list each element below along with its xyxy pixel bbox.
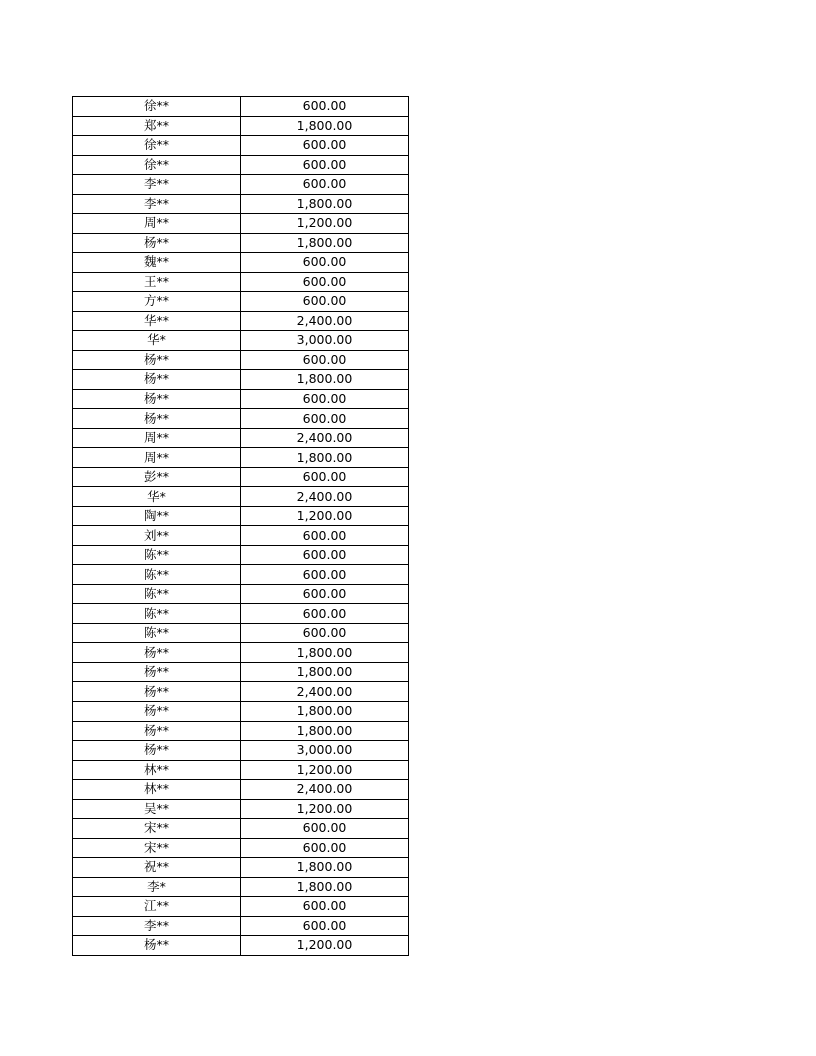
name-cell: 李** xyxy=(73,916,241,936)
table-row xyxy=(73,682,409,702)
name-cell: 杨** xyxy=(73,936,241,956)
amount-cell: 1,200.00 xyxy=(241,799,409,819)
name-cell: 江** xyxy=(73,897,241,917)
amount-cell: 600.00 xyxy=(241,526,409,546)
name-cell: 陈** xyxy=(73,604,241,624)
table-body xyxy=(73,97,409,956)
name-cell: 林** xyxy=(73,760,241,780)
amount-cell: 2,400.00 xyxy=(241,487,409,507)
table-row xyxy=(73,272,409,292)
amount-cell: 1,800.00 xyxy=(241,233,409,253)
table-row xyxy=(73,253,409,273)
table-row xyxy=(73,526,409,546)
table-row xyxy=(73,136,409,156)
name-cell: 华** xyxy=(73,311,241,331)
table-row xyxy=(73,643,409,663)
table-row xyxy=(73,936,409,956)
name-cell: 彭** xyxy=(73,467,241,487)
name-cell: 杨** xyxy=(73,233,241,253)
amount-cell: 600.00 xyxy=(241,545,409,565)
table-row xyxy=(73,741,409,761)
name-cell: 陶** xyxy=(73,506,241,526)
name-cell: 魏** xyxy=(73,253,241,273)
table-row xyxy=(73,701,409,721)
amount-cell: 2,400.00 xyxy=(241,311,409,331)
name-cell: 陈** xyxy=(73,565,241,585)
table-row xyxy=(73,194,409,214)
table-row xyxy=(73,780,409,800)
table-row xyxy=(73,175,409,195)
name-cell: 刘** xyxy=(73,526,241,546)
name-cell: 杨** xyxy=(73,721,241,741)
table-row xyxy=(73,838,409,858)
table-row xyxy=(73,819,409,839)
table-row xyxy=(73,877,409,897)
table-row xyxy=(73,623,409,643)
amount-cell: 600.00 xyxy=(241,604,409,624)
table-row xyxy=(73,916,409,936)
amount-cell: 600.00 xyxy=(241,897,409,917)
table-row xyxy=(73,233,409,253)
amount-cell: 3,000.00 xyxy=(241,331,409,351)
table-row xyxy=(73,858,409,878)
table-row xyxy=(73,604,409,624)
amount-cell: 1,200.00 xyxy=(241,214,409,234)
name-cell: 杨** xyxy=(73,370,241,390)
name-cell: 李* xyxy=(73,877,241,897)
table-row xyxy=(73,97,409,117)
name-cell: 陈** xyxy=(73,623,241,643)
name-cell: 徐** xyxy=(73,136,241,156)
table-row xyxy=(73,389,409,409)
name-cell: 吴** xyxy=(73,799,241,819)
table-row xyxy=(73,292,409,312)
name-cell: 杨** xyxy=(73,741,241,761)
name-cell: 陈** xyxy=(73,545,241,565)
name-cell: 宋** xyxy=(73,819,241,839)
table-row xyxy=(73,409,409,429)
name-cell: 林** xyxy=(73,780,241,800)
table-row xyxy=(73,311,409,331)
table-row xyxy=(73,448,409,468)
table-row xyxy=(73,487,409,507)
name-cell: 华* xyxy=(73,331,241,351)
table-row xyxy=(73,155,409,175)
name-amount-table xyxy=(72,96,409,956)
amount-cell: 2,400.00 xyxy=(241,682,409,702)
table-row xyxy=(73,662,409,682)
table-row xyxy=(73,545,409,565)
amount-cell: 1,200.00 xyxy=(241,760,409,780)
name-cell: 杨** xyxy=(73,389,241,409)
name-cell: 祝** xyxy=(73,858,241,878)
name-cell: 杨** xyxy=(73,350,241,370)
name-cell: 周** xyxy=(73,214,241,234)
amount-cell: 600.00 xyxy=(241,350,409,370)
amount-cell: 600.00 xyxy=(241,584,409,604)
name-cell: 陈** xyxy=(73,584,241,604)
name-cell: 徐** xyxy=(73,97,241,117)
amount-cell: 600.00 xyxy=(241,916,409,936)
name-cell: 杨** xyxy=(73,662,241,682)
amount-cell: 600.00 xyxy=(241,819,409,839)
name-cell: 李** xyxy=(73,194,241,214)
name-cell: 宋** xyxy=(73,838,241,858)
table-row xyxy=(73,506,409,526)
table-row xyxy=(73,370,409,390)
amount-cell: 600.00 xyxy=(241,623,409,643)
name-cell: 王** xyxy=(73,272,241,292)
amount-cell: 600.00 xyxy=(241,175,409,195)
amount-cell: 1,800.00 xyxy=(241,877,409,897)
name-cell: 徐** xyxy=(73,155,241,175)
amount-cell: 1,800.00 xyxy=(241,194,409,214)
table-row xyxy=(73,565,409,585)
name-cell: 杨** xyxy=(73,409,241,429)
amount-cell: 600.00 xyxy=(241,838,409,858)
amount-cell: 600.00 xyxy=(241,292,409,312)
table-row xyxy=(73,897,409,917)
table-row xyxy=(73,214,409,234)
table-row xyxy=(73,760,409,780)
table-row xyxy=(73,428,409,448)
amount-cell: 600.00 xyxy=(241,97,409,117)
name-cell: 郑** xyxy=(73,116,241,136)
amount-cell: 1,800.00 xyxy=(241,448,409,468)
amount-cell: 1,800.00 xyxy=(241,116,409,136)
table-row xyxy=(73,331,409,351)
amount-cell: 600.00 xyxy=(241,253,409,273)
table-row xyxy=(73,799,409,819)
amount-cell: 600.00 xyxy=(241,272,409,292)
amount-cell: 1,800.00 xyxy=(241,721,409,741)
amount-cell: 600.00 xyxy=(241,467,409,487)
table-row xyxy=(73,721,409,741)
table-row xyxy=(73,467,409,487)
name-cell: 方** xyxy=(73,292,241,312)
amount-cell: 1,800.00 xyxy=(241,370,409,390)
amount-cell: 2,400.00 xyxy=(241,428,409,448)
amount-cell: 600.00 xyxy=(241,155,409,175)
amount-cell: 1,800.00 xyxy=(241,643,409,663)
amount-cell: 1,800.00 xyxy=(241,662,409,682)
name-cell: 周** xyxy=(73,448,241,468)
name-cell: 杨** xyxy=(73,682,241,702)
name-cell: 杨** xyxy=(73,701,241,721)
name-cell: 周** xyxy=(73,428,241,448)
name-cell: 李** xyxy=(73,175,241,195)
name-cell: 杨** xyxy=(73,643,241,663)
amount-cell: 600.00 xyxy=(241,565,409,585)
table-row xyxy=(73,116,409,136)
amount-cell: 1,800.00 xyxy=(241,858,409,878)
amount-cell: 600.00 xyxy=(241,409,409,429)
amount-cell: 600.00 xyxy=(241,389,409,409)
amount-cell: 1,200.00 xyxy=(241,506,409,526)
amount-cell: 3,000.00 xyxy=(241,741,409,761)
name-cell: 华* xyxy=(73,487,241,507)
amount-cell: 2,400.00 xyxy=(241,780,409,800)
table-row xyxy=(73,584,409,604)
amount-cell: 1,200.00 xyxy=(241,936,409,956)
amount-cell: 1,800.00 xyxy=(241,701,409,721)
amount-cell: 600.00 xyxy=(241,136,409,156)
table-row xyxy=(73,350,409,370)
